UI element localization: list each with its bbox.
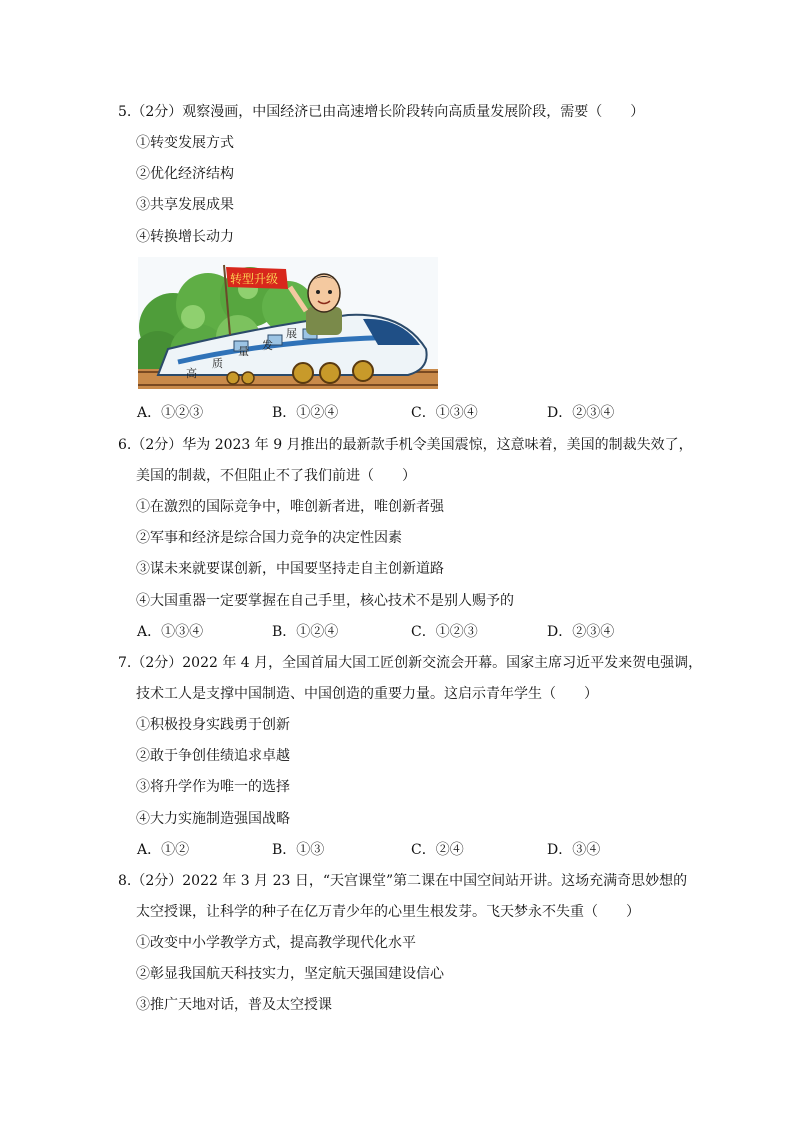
- q8-choice-1: ①改变中小学教学方式，提高教学现代化水平: [136, 935, 416, 951]
- q6-option-d: D．②③④: [547, 624, 615, 640]
- train-char-5: 展: [286, 327, 297, 340]
- q7-option-d: D．③④: [547, 842, 601, 858]
- q6-option-b: B．①②④: [272, 624, 339, 640]
- q6-stem-continued: 美国的制裁，不但阻止不了我们前进（ ）: [136, 468, 416, 484]
- q7-choice-2: ②敢于争创佳绩追求卓越: [136, 748, 290, 764]
- q6-choice-4: ④大国重器一定要掌握在自己手里，核心技术不是别人赐予的: [136, 593, 514, 609]
- q7-choice-1: ①积极投身实践勇于创新: [136, 717, 290, 733]
- q5-option-d: D．②③④: [547, 405, 615, 421]
- q7-stem-continued: 技术工人是支撑中国制造、中国创造的重要力量。这启示青年学生（ ）: [136, 686, 598, 702]
- q7-choice-4: ④大力实施制造强国战略: [136, 811, 290, 827]
- q8-choice-2: ②彰显我国航天科技实力，坚定航天强国建设信心: [136, 966, 444, 982]
- q6-option-a: A．①③④: [137, 624, 204, 640]
- train-char-2: 质: [212, 357, 223, 370]
- q5-stem: 5.（2分）观察漫画，中国经济已由高速增长阶段转向高质量发展阶段，需要（ ）: [118, 104, 645, 120]
- flag-text: 转型升级: [230, 272, 279, 286]
- q7-choice-3: ③将升学作为唯一的选择: [136, 779, 290, 795]
- q5-choice-2: ②优化经济结构: [136, 166, 234, 182]
- q7-option-a: A．①②: [137, 842, 190, 858]
- q8-stem: 8.（2分）2022 年 3 月 23 日，“天宫课堂”第二课在中国空间站开讲。这场充满奇思妙想的: [118, 873, 688, 889]
- q5-choice-1: ①转变发展方式: [136, 135, 234, 151]
- q8-choice-3: ③推广天地对话，普及太空授课: [136, 997, 332, 1013]
- train-char-1: 高: [186, 367, 197, 380]
- q7-stem: 7.（2分）2022 年 4 月，全国首届大国工匠创新交流会开幕。国家主席习近平发来贺电强调，: [118, 655, 703, 671]
- q5-choice-4: ④转换增长动力: [136, 229, 234, 245]
- q5-option-b: B．①②④: [272, 405, 339, 421]
- train-char-4: 发: [262, 339, 273, 352]
- q8-stem-continued: 太空授课，让科学的种子在亿万青少年的心里生根发芽。飞天梦永不失重（ ）: [136, 904, 640, 920]
- cartoon-high-speed-train: [138, 257, 438, 389]
- q6-stem: 6.（2分）华为 2023 年 9 月推出的最新款手机令美国震惊，这意味着，美国的制裁失效了，: [118, 437, 693, 453]
- q6-choice-1: ①在激烈的国际竞争中，唯创新者进，唯创新者强: [136, 499, 444, 515]
- q7-option-c: C．②④: [411, 842, 464, 858]
- q5-option-c: C．①③④: [411, 405, 478, 421]
- q6-option-c: C．①②③: [411, 624, 478, 640]
- q7-option-b: B．①③: [272, 842, 325, 858]
- q6-choice-3: ③谋未来就要谋创新，中国要坚持走自主创新道路: [136, 561, 444, 577]
- q5-option-a: A．①②③: [137, 405, 204, 421]
- q6-choice-2: ②军事和经济是综合国力竞争的决定性因素: [136, 530, 402, 546]
- q5-choice-3: ③共享发展成果: [136, 197, 234, 213]
- train-char-3: 量: [238, 345, 249, 358]
